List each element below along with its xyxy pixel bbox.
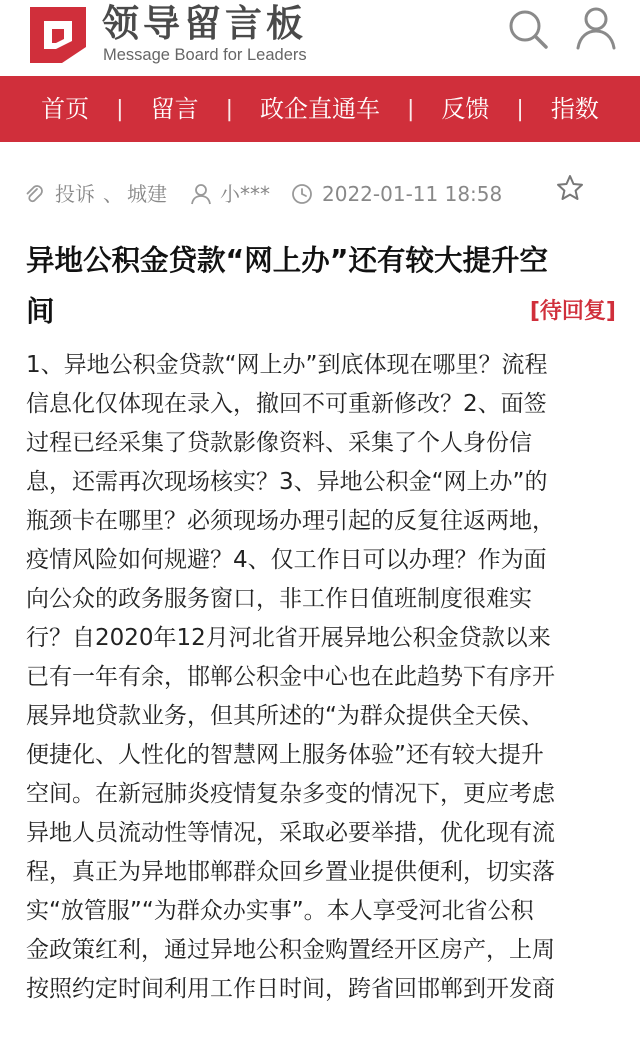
body-line: 行？自2020年12月河北省开展异地公积金贷款以来 xyxy=(26,625,551,651)
nav-separator: | xyxy=(225,96,233,122)
nav-item-home[interactable]: 首页 xyxy=(41,95,90,123)
body-line: 空间。在新冠肺炎疫情复杂多变的情况下，更应考虑 xyxy=(26,781,555,807)
body-line: 已有一年有余，邯郸公积金中心也在此趋势下有序开 xyxy=(26,664,555,690)
user-icon[interactable] xyxy=(574,4,618,52)
post-title: 异地公积金贷款“网上办”还有较大提升空 xyxy=(26,244,548,277)
nav-separator: | xyxy=(116,96,124,122)
body-line: 信息化仅体现在录入，撤回不可重新修改？2、面签 xyxy=(26,391,547,417)
category-label[interactable]: 投诉 xyxy=(55,182,95,206)
nav-item-feedback[interactable]: 反馈 xyxy=(441,95,490,123)
body-line: 息，还需再次现场核实？3、异地公积金“网上办”的 xyxy=(26,469,548,495)
user-icon xyxy=(190,183,212,205)
body-line: 按照约定时间利用工作日时间，跨省回邯郸到开发商 xyxy=(26,976,555,1002)
nav-item-message[interactable]: 留言 xyxy=(150,95,199,123)
clock-icon xyxy=(291,183,313,205)
post-body xyxy=(26,346,618,1009)
nav-separator: | xyxy=(516,96,524,122)
body-line: 异地人员流动性等情况，采取必要举措，优化现有流 xyxy=(26,820,555,846)
nav-item-gov-enterprise[interactable]: 政企直通车 xyxy=(260,95,380,123)
nav-separator: | xyxy=(407,96,415,122)
star-icon[interactable] xyxy=(556,174,584,202)
nav-item-index[interactable]: 指数 xyxy=(550,95,599,123)
body-line: 瓶颈卡在哪里？必须现场办理引起的反复往返两地， xyxy=(26,508,555,534)
search-icon[interactable] xyxy=(506,7,550,51)
category-label[interactable]: 城建 xyxy=(127,182,167,206)
tag-icon xyxy=(24,183,46,205)
logo-title: 领导留言板 xyxy=(102,2,307,45)
body-line: 程，真正为异地邯郸群众回乡置业提供便利，切实落 xyxy=(26,859,555,885)
post-meta xyxy=(24,172,624,216)
logo-icon xyxy=(26,3,90,67)
body-line: 展异地贷款业务，但其所述的“为群众提供全天侯、 xyxy=(26,703,544,729)
body-line: 实“放管服”“为群众办实事”。本人享受河北省公积 xyxy=(26,898,534,924)
app-header xyxy=(0,0,640,76)
body-line: 过程已经采集了贷款影像资料、采集了个人身份信 xyxy=(26,430,532,456)
logo-subtitle: Message Board for Leaders xyxy=(103,46,307,64)
post-title-continuation: 间 xyxy=(26,295,55,328)
body-line: 1、异地公积金贷款“网上办”到底体现在哪里？流程 xyxy=(26,352,548,378)
status-badge: [待回复] xyxy=(529,299,616,324)
category-separator: 、 xyxy=(103,182,123,206)
body-line: 便捷化、人性化的智慧网上服务体验”还有较大提升 xyxy=(26,742,544,768)
body-line: 向公众的政务服务窗口，非工作日值班制度很难实 xyxy=(26,586,532,612)
body-line: 疫情风险如何规避？4、仅工作日可以办理？作为面 xyxy=(26,547,547,573)
post-datetime: 2022-01-11 18:58 xyxy=(322,182,503,206)
body-line: 金政策红利，通过异地公积金购置经开区房产，上周 xyxy=(26,937,555,963)
author-name: 小*** xyxy=(220,182,270,206)
main-nav xyxy=(0,76,640,142)
